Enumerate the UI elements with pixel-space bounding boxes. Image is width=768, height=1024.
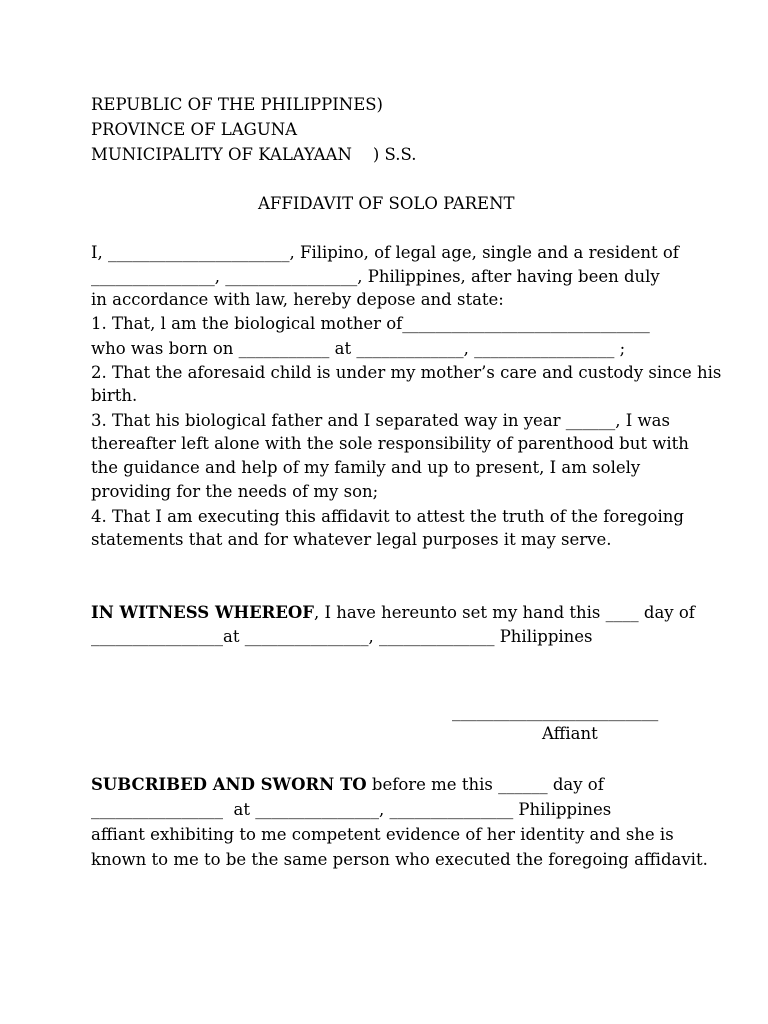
body-line-3: in accordance with law, hereby depose and state: — [91, 290, 504, 309]
witness-line-2: ________________at _______________, ______________ Philippines — [91, 627, 593, 646]
body-line-8: 3. That his biological father and I separated way in year ______, I was — [91, 411, 670, 430]
witness-heading: IN WITNESS WHEREOF — [91, 603, 315, 622]
body-line-4: 1. That, l am the biological mother of______________________________ — [91, 314, 650, 333]
body-line-9: thereafter left alone with the sole responsibility of parenthood but with — [91, 434, 689, 453]
body-line-10: the guidance and help of my family and up to present, I am solely — [91, 458, 641, 477]
sworn-line-2: ________________ at _______________, _______________ Philippines — [91, 800, 612, 819]
header-province: PROVINCE OF LAGUNA — [91, 120, 298, 139]
sworn-line-3: affiant exhibiting to me competent evidence of her identity and she is — [91, 825, 674, 844]
witness-text: , I have hereunto set my hand this ____ day of — [314, 603, 695, 622]
sworn-text: before me this ______ day of — [366, 775, 604, 794]
affiant-label: Affiant — [542, 724, 598, 743]
body-line-7: birth. — [91, 386, 138, 405]
sworn-line-1 — [91, 775, 604, 794]
header-republic: REPUBLIC OF THE PHILIPPINES) — [91, 95, 383, 114]
sworn-heading: SUBCRIBED AND SWORN TO — [91, 775, 367, 794]
body-line-1: I, ______________________, Filipino, of legal age, single and a resident of — [91, 243, 679, 262]
signature-line: _________________________ — [452, 702, 659, 721]
body-line-13: statements that and for whatever legal purposes it may serve. — [91, 530, 612, 549]
witness-line-1 — [91, 603, 695, 622]
body-line-2: _______________, ________________, Philippines, after having been duly — [91, 267, 660, 286]
body-line-11: providing for the needs of my son; — [91, 482, 379, 501]
body-line-12: 4. That I am executing this affidavit to attest the truth of the foregoing — [91, 507, 684, 526]
body-line-6: 2. That the aforesaid child is under my mother’s care and custody since his — [91, 363, 722, 382]
sworn-line-4: known to me to be the same person who executed the foregoing affidavit. — [91, 850, 708, 869]
body-line-5: who was born on ___________ at _____________, _________________ ; — [91, 339, 626, 358]
document-title: AFFIDAVIT OF SOLO PARENT — [258, 194, 515, 213]
header-municipality: MUNICIPALITY OF KALAYAAN ) S.S. — [91, 145, 417, 164]
